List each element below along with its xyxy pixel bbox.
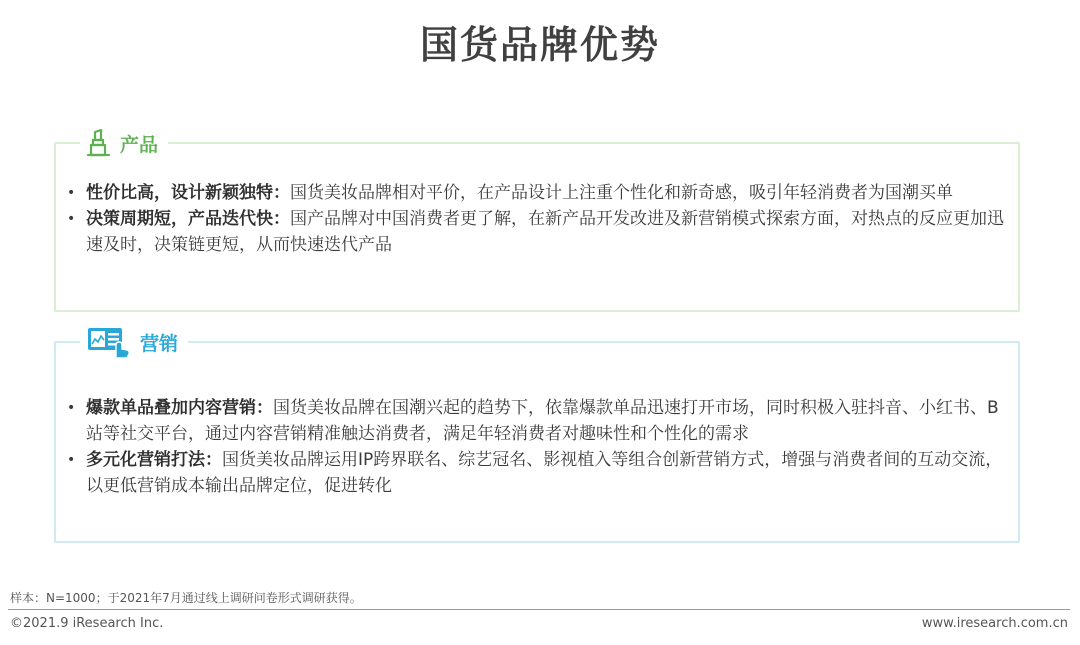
product-panel-title: 产品 — [120, 133, 159, 156]
list-item — [64, 206, 1004, 258]
bullet-dot: • — [67, 400, 76, 416]
bullet-text: 国货美妆品牌相对平价，在产品设计上注重个性化和新奇感，吸引年轻消费者为国潮买单 — [290, 183, 953, 203]
bullet-lead: 多元化营销打法： — [86, 450, 222, 470]
bullet-dot: • — [67, 185, 76, 201]
bullet-lead: 爆款单品叠加内容营销： — [86, 398, 273, 418]
marketing-panel — [54, 332, 1020, 543]
bullet-lead: 决策周期短，产品迭代快： — [86, 209, 290, 229]
footer-divider — [8, 609, 1070, 610]
lipstick-icon — [86, 129, 112, 157]
product-bullet-list — [64, 180, 1004, 258]
bullet-text: 国货美妆品牌在国潮兴起的趋势下，依靠爆款单品迅速打开市场，同时积极入驻抖音、小红书、B站等社交平台，通过内容营销精准触达消费者，满足年轻消费者对趣味性和个性化的需求 — [86, 398, 999, 444]
copyright-text: ©2021.9 iResearch Inc. — [10, 616, 164, 631]
list-item — [64, 447, 1004, 499]
website-link[interactable]: www.iresearch.com.cn — [921, 616, 1068, 631]
marketing-panel-title: 营销 — [140, 332, 179, 355]
bullet-text: 国货美妆品牌运用IP跨界联名、综艺冠名、影视植入等组合创新营销方式，增强与消费者间的互动交流，以更低营销成本输出品牌定位，促进转化 — [86, 450, 1003, 496]
marketing-panel-header — [80, 325, 188, 359]
bullet-text: 国产品牌对中国消费者更了解，在新产品开发改进及新营销模式探索方面，对热点的反应更加迅速及时，决策链更短，从而快速迭代产品 — [86, 209, 1004, 255]
product-panel-header — [80, 126, 168, 160]
bullet-dot: • — [67, 211, 76, 227]
product-panel — [54, 133, 1020, 312]
page-title: 国货品牌优势 — [419, 23, 660, 67]
list-item — [64, 395, 1004, 447]
screen-hand-icon — [86, 325, 132, 359]
sample-note: 样本：N=1000；于2021年7月通过线上调研问卷形式调研获得。 — [10, 591, 362, 605]
list-item — [64, 180, 1004, 206]
bullet-dot: • — [67, 452, 76, 468]
marketing-bullet-list — [64, 395, 1004, 499]
bullet-lead: 性价比高，设计新颖独特： — [86, 183, 290, 203]
